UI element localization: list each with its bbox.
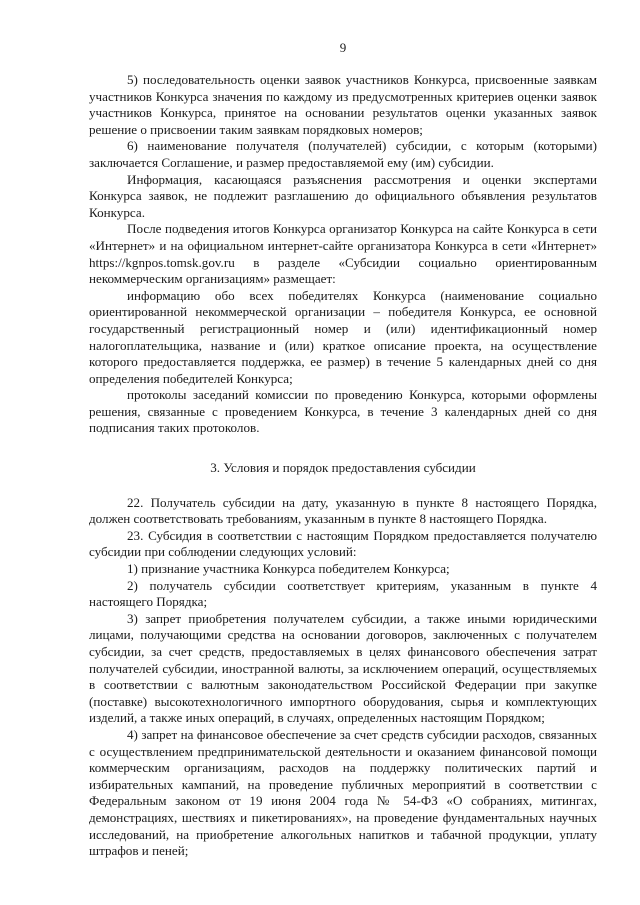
paragraph-publication: После подведения итогов Конкурса организатор Конкурса на сайте Конкурса в сети «Интернет» и на официальном интернет-сайте организатора Конкурса в сети «Интернет» https://kgnpos.tomsk.gov.ru в разделе «Субсидии социально ориентированным некоммерческим организациям» размещает: [89,221,597,287]
condition-2: 2) получатель субсидии соответствует критериям, указанным в пункте 4 настоящего Порядка; [89,577,597,610]
document-body [89,72,597,860]
spacer [89,437,597,447]
section-heading: 3. Условия и порядок предоставления субсидии [210,460,476,476]
paragraph-22: 22. Получатель субсидии на дату, указанную в пункте 8 настоящего Порядка, должен соответствовать требованиям, указанным в пункте 8 настоящего Порядка. [89,494,597,527]
paragraph-recipient-name: 6) наименование получателя (получателей) субсидии, с которым (которыми) заключается Соглашение, и размер предоставляемой ему (им) субсидии. [89,138,597,170]
paragraph-criteria-order: 5) последовательность оценки заявок участников Конкурса, присвоенные заявкам участников Конкурса значения по каждому из предусмотренных критериев оценки заявок участников Конкурса, принятое на основании результатов оценки указанных заявок решение о присвоении таким заявкам порядковых номеров; [89,72,597,137]
condition-3: 3) запрет приобретения получателем субсидии, а также иными юридическими лицами, получающими средства на основании договоров, заключенных с получателем субсидии, за счет средств, предоставляемых в целях финансового обеспечения затрат получателей субсидии, иностранной валюты, за исключением операций, осуществляемых в соответствии с валютным законодательством Российской Федерации при закупке (поставке) высокотехнологичного импортного оборудования, сырья и комплектующих изделий, а также иных операций, в случаях, определенных настоящим Порядком; [89,610,597,726]
condition-4: 4) запрет на финансовое обеспечение за счет средств субсидии расходов, связанных с осуществлением предпринимательской деятельности и оказанием финансовой помощи коммерческим организациям, расходов на поддержку политических партий и избирательных кампаний, на проведение публичных мероприятий в соответствии с Федеральным законом от 19 июня 2004 года № 54-ФЗ «О собраниях, митингах, демонстрациях, шествиях и пикетированиях», на проведение фундаментальных научных исследований, на приобретение алкогольных напитков и табачной продукции, уплату штрафов и пеней; [89,726,597,859]
paragraph-confidentiality: Информация, касающаяся разъяснения рассмотрения и оценки экспертами Конкурса заявок, не подлежит разглашению до официального объявления результатов Конкурса. [89,171,597,220]
paragraph-23: 23. Субсидия в соответствии с настоящим Порядком предоставляется получателю субсидии при соблюдении следующих условий: [89,527,597,560]
paragraph-protocols: протоколы заседаний комиссии по проведению Конкурса, которыми оформлены решения, связанные с проведением Конкурса, в течение 3 календарных дней со дня подписания таких протоколов. [89,387,597,436]
page-number: 9 [339,40,347,55]
paragraph-winners-info: информацию обо всех победителях Конкурса (наименование социально ориентированной некоммерческой организации – победителя Конкурса, ее основной государственный регистрационный номер и (или) идентификационный номер налогоплательщика, название и (или) краткое описание проекта, на осуществление которого предоставляется поддержка, ее размер) в течение 5 календарных дней со дня определения победителей Конкурса; [89,287,597,386]
condition-1: 1) признание участника Конкурса победителем Конкурса; [127,561,450,577]
